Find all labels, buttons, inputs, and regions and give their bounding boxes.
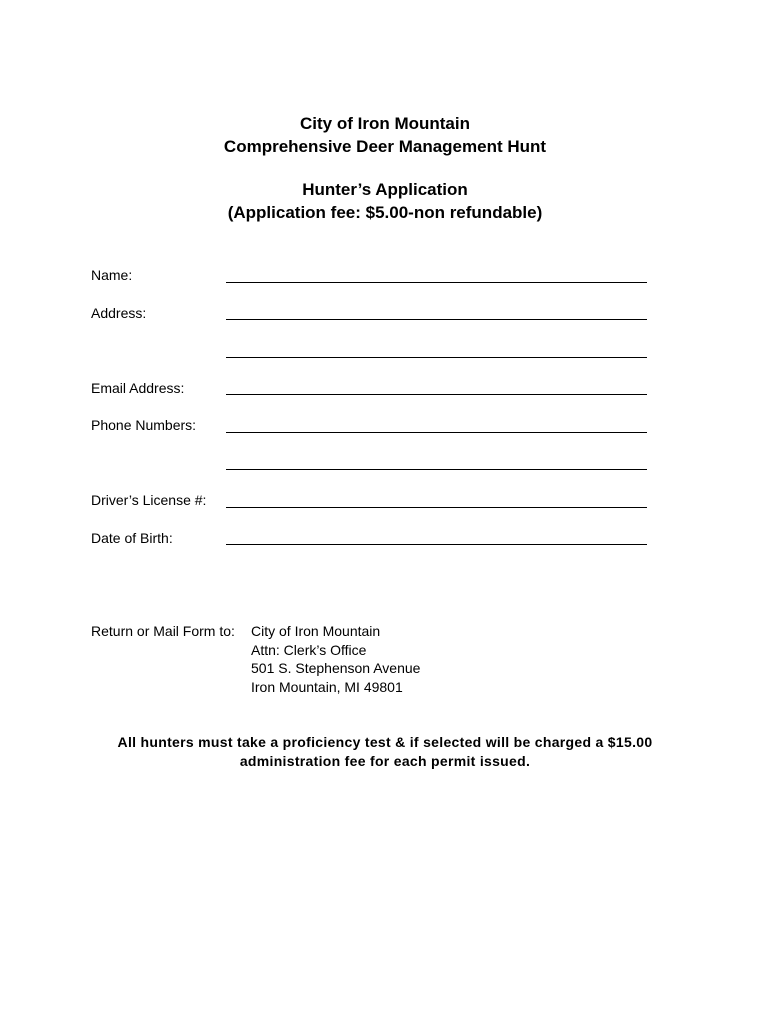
phone-field-row <box>91 416 647 440</box>
email-line[interactable] <box>226 394 647 395</box>
name-field-row <box>91 266 647 290</box>
email-label: Email Address: <box>91 380 185 396</box>
mail-address-line-3: 501 S. Stephenson Avenue <box>251 660 421 676</box>
mail-address-line-2: Attn: Clerk’s Office <box>251 641 367 658</box>
dob-field-row <box>91 529 647 553</box>
mail-address-line-4: Iron Mountain, MI 49801 <box>251 678 403 695</box>
dob-line[interactable] <box>226 544 647 545</box>
notice-line-1: All hunters must take a proficiency test & if selected will be charged a $15.00 <box>117 734 653 750</box>
notice-line-2: administration fee for each permit issued. <box>239 753 531 769</box>
application-title: Hunter’s Application <box>302 180 468 199</box>
mail-label: Return or Mail Form to: <box>91 623 235 639</box>
address-field-row-2 <box>91 341 647 365</box>
city-title: City of Iron Mountain <box>300 114 470 133</box>
application-fee-note: (Application fee: $5.00-non refundable) <box>227 203 543 222</box>
form-header <box>0 112 770 158</box>
license-line[interactable] <box>226 507 647 508</box>
name-line[interactable] <box>226 282 647 283</box>
phone-line-1[interactable] <box>226 432 647 433</box>
mail-address-line-1: City of Iron Mountain <box>251 623 381 639</box>
email-field-row <box>91 379 647 403</box>
hunt-title: Comprehensive Deer Management Hunt <box>223 137 547 156</box>
name-label: Name: <box>91 267 133 283</box>
address-field-row <box>91 304 647 328</box>
phone-label: Phone Numbers: <box>91 417 197 433</box>
license-label: Driver’s License #: <box>91 492 207 508</box>
phone-line-2[interactable] <box>226 469 647 470</box>
address-label: Address: <box>91 305 147 321</box>
mail-address <box>251 622 420 696</box>
license-field-row <box>91 491 647 515</box>
application-header <box>0 178 770 224</box>
address-line-1[interactable] <box>226 319 647 320</box>
dob-label: Date of Birth: <box>91 530 173 546</box>
phone-field-row-2 <box>91 454 647 478</box>
address-line-2[interactable] <box>226 357 647 358</box>
proficiency-notice <box>0 733 770 771</box>
